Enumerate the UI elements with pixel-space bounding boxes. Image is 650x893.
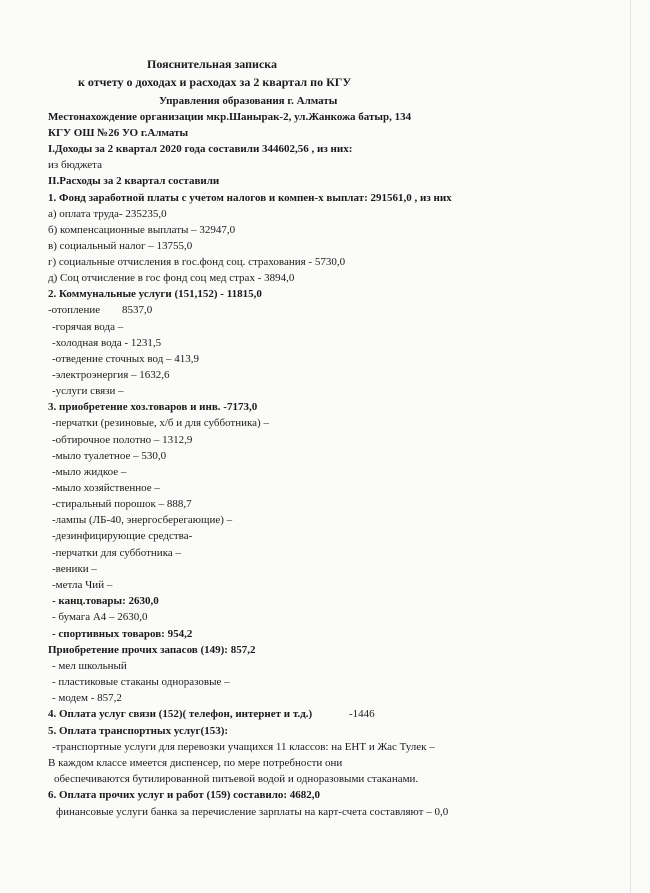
section-6-heading: 6. Оплата прочих услуг и работ (159) составило: 4682,0: [48, 789, 321, 801]
income-heading: I.Доходы за 2 квартал 2020 года составили 344602,56 , из них:: [48, 143, 353, 155]
org-location: Местонахождение организации мкр.Шанырак-2, ул.Жанкожа батыр, 134: [48, 111, 412, 123]
paragraph-line: -транспортные услуги для перевозки учащихся 11 классов: на ЕНТ и Жас Тулек –: [52, 741, 435, 753]
income-source: из бюджета: [48, 159, 102, 171]
list-item: -мыло хозяйственное –: [52, 482, 160, 494]
list-item: -стиральный порошок – 888,7: [52, 498, 192, 510]
section-2-heading: 2. Коммунальные услуги (151,152) - 11815,0: [48, 288, 262, 300]
list-item: а) оплата труда- 235235,0: [48, 208, 167, 220]
section-4-heading: 4. Оплата услуг связи (152)( телефон, интернет и т.д.): [48, 708, 313, 720]
list-item: - бумага А4 – 2630,0: [52, 611, 148, 623]
list-item: -перчатки для субботника –: [52, 547, 182, 559]
paragraph-line: финансовые услуги банка за перечисление зарплаты на карт-счета составляют – 0,0: [56, 806, 449, 818]
other-supplies-heading: Приобретение прочих запасов (149): 857,2: [48, 644, 256, 656]
section-1-heading: 1. Фонд заработной платы с учетом налогов и компен-х выплат: 291561,0 , из них: [48, 192, 452, 204]
list-item: -веники –: [52, 563, 97, 575]
expenses-heading: II.Расходы за 2 квартал составили: [48, 175, 220, 187]
list-item: -дезинфицирующие средства-: [52, 530, 193, 542]
list-item: -обтирочное полотно – 1312,9: [52, 434, 193, 446]
list-item: -отведение сточных вод – 413,9: [52, 353, 200, 365]
list-item: -услуги связи –: [52, 385, 124, 397]
list-item: -электроэнергия – 1632,6: [52, 369, 170, 381]
list-item: в) социальный налог – 13755,0: [48, 240, 193, 252]
list-item: -холодная вода - 1231,5: [52, 337, 162, 349]
paragraph-line: обеспечиваются бутилированной питьевой водой и одноразовыми стаканами.: [54, 773, 419, 785]
list-item: д) Соц отчисление в гос фонд соц мед страх - 3894,0: [48, 272, 295, 284]
section-4-value: -1446: [349, 708, 375, 720]
heating-value: 8537,0: [122, 304, 153, 316]
list-item: -мыло жидкое –: [52, 466, 127, 478]
sport-goods-line: - спортивных товаров: 954,2: [52, 628, 193, 640]
list-item: -метла Чий –: [52, 579, 113, 591]
org-name: КГУ ОШ №26 УО г.Алматы: [48, 127, 189, 139]
list-item: г) социальные отчисления в гос.фонд соц. страхования - 5730,0: [48, 256, 346, 268]
list-item: б) компенсационные выплаты – 32947,0: [48, 224, 236, 236]
list-item: -горячая вода –: [52, 321, 124, 333]
doc-subtitle: к отчету о доходах и расходах за 2 квартал по КГУ: [78, 75, 352, 89]
list-item: - модем - 857,2: [52, 692, 122, 704]
scan-edge-line: [630, 0, 631, 893]
list-item: -мыло туалетное – 530,0: [52, 450, 167, 462]
doc-title: Пояснительная записка: [147, 57, 278, 71]
list-item: - пластиковые стаканы одноразовые –: [52, 676, 230, 688]
list-item: -перчатки (резиновые, х/б и для субботника) –: [52, 417, 269, 429]
section-5-heading: 5. Оплата транспортных услуг(153):: [48, 725, 229, 737]
section-3-heading: 3. приобретение хоз.товаров и инв. -7173,0: [48, 401, 258, 413]
list-item: -отопление: [48, 304, 101, 316]
list-item: - мел школьный: [52, 660, 127, 672]
doc-subtitle-2: Управления образования г. Алматы: [159, 95, 338, 107]
office-supplies-heading: - канц.товары: 2630,0: [52, 595, 159, 607]
list-item: -лампы (ЛБ-40, энергосберегающие) –: [52, 514, 233, 526]
paragraph-line: В каждом классе имеется диспенсер, по мере потребности они: [48, 757, 343, 769]
